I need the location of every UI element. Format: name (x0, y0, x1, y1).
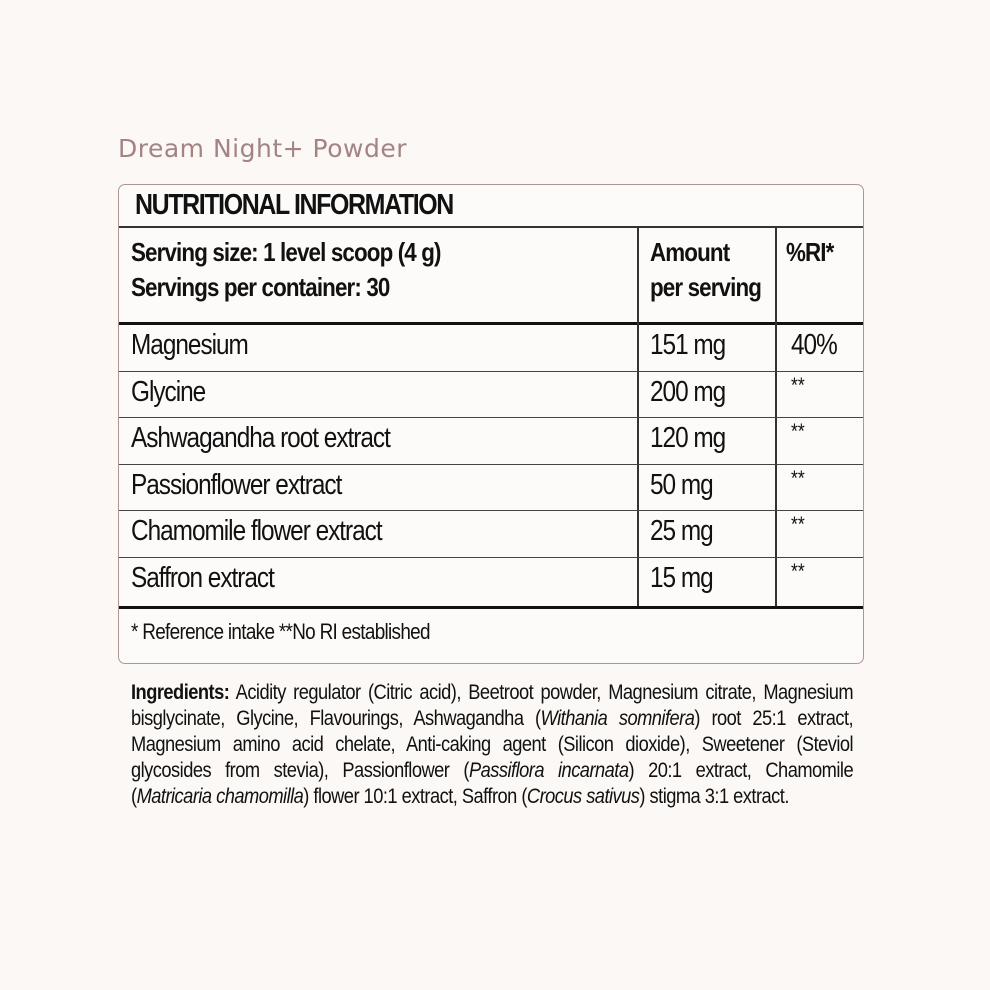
ingredients-part: ) 20:1 extract, Chamomile ( (131, 759, 854, 808)
ri-column-header: %RI* (786, 237, 834, 267)
nutrient-name: Saffron extract (131, 561, 274, 594)
ingredients-label: Ingredients: (131, 681, 230, 704)
latin-name: Crocus sativus (526, 785, 640, 808)
table-row (119, 465, 863, 512)
nutrient-ri: ** (791, 373, 805, 397)
nutrient-name: Ashwagandha root extract (131, 422, 390, 455)
latin-name: Withania somnifera (540, 707, 695, 730)
amount-column-header (650, 235, 761, 305)
nutrient-name: Magnesium (131, 329, 248, 361)
nutrient-amount: 120 mg (650, 422, 726, 455)
product-title: Dream Night+ Powder (118, 134, 407, 163)
latin-name: Matricaria chamomilla (136, 785, 304, 808)
nutrient-ri: 40% (791, 329, 837, 361)
nutrient-amount: 25 mg (650, 515, 713, 548)
nutrient-ri: ** (791, 559, 805, 583)
ingredients-part: ) stigma 3:1 extract. (639, 785, 789, 808)
nutrient-ri: ** (791, 513, 805, 537)
footnote: * Reference intake **No RI established (131, 619, 430, 644)
nutrient-rows (119, 325, 863, 605)
ingredients-part: Acidity regulator (Citric acid), Beetroot powder, Magnesium citrate, Magnesium bisglycinate, Glycine, Flavourings, Ashwagandha ( (131, 681, 854, 730)
nutrient-amount: 50 mg (650, 468, 713, 501)
table-row (119, 558, 863, 605)
table-row (119, 511, 863, 558)
ingredients-part: ) root 25:1 extract, Magnesium amino acid chelate, Anti-caking agent (Silicon dioxide), Sweetener (Steviol glycosides from stevia), Passionflower ( (131, 707, 854, 782)
nutrient-name: Passionflower extract (131, 468, 342, 501)
ingredients-text (131, 680, 853, 810)
table-row (119, 372, 863, 419)
latin-name: Passiflora incarnata (468, 759, 629, 782)
nutrient-ri: ** (791, 466, 805, 490)
table-row (119, 325, 863, 372)
nutrient-ri: ** (791, 420, 805, 444)
amount-header-line2: per serving (650, 272, 762, 302)
ingredients-part: ) flower 10:1 extract, Saffron ( (303, 785, 527, 808)
divider (119, 226, 863, 228)
nutrition-panel (118, 184, 864, 664)
nutrient-name: Chamomile flower extract (131, 515, 382, 548)
nutrient-amount: 151 mg (650, 329, 726, 361)
nutrient-amount: 15 mg (650, 561, 713, 594)
serving-size: Serving size: 1 level scoop (4 g) (131, 237, 441, 267)
nutrient-amount: 200 mg (650, 375, 726, 408)
amount-header-line1: Amount (650, 237, 730, 267)
table-row (119, 418, 863, 465)
nutrient-name: Glycine (131, 375, 206, 408)
serving-info (131, 235, 441, 305)
divider (119, 606, 863, 609)
panel-title: NUTRITIONAL INFORMATION (135, 189, 453, 221)
servings-per-container: Servings per container: 30 (131, 272, 390, 302)
